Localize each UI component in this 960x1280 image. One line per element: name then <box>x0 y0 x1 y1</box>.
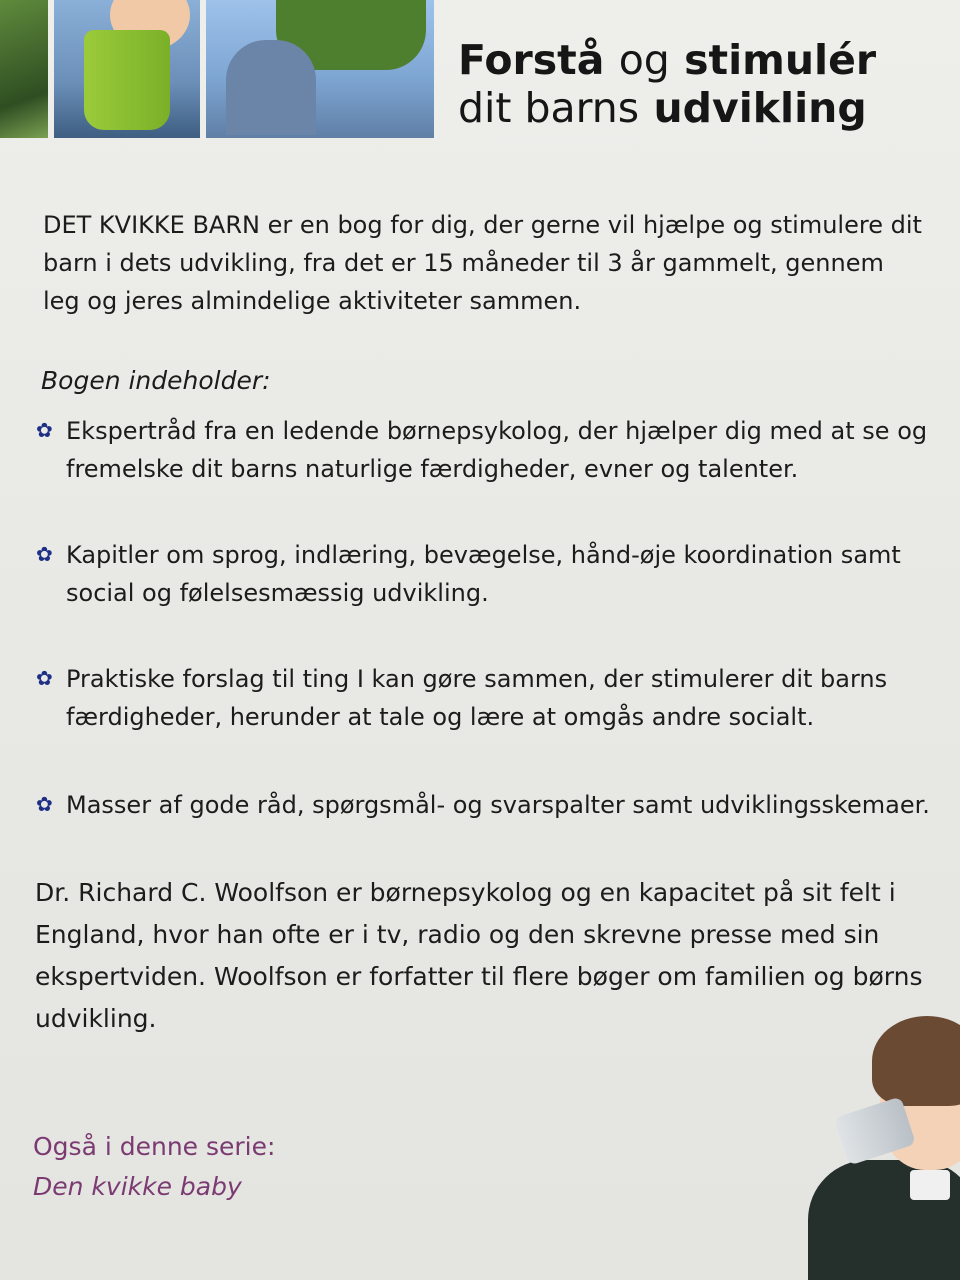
photo-parent-and-child <box>206 0 434 138</box>
photo-strip <box>0 0 434 138</box>
cover-title <box>458 36 938 132</box>
flower-icon: ✿ <box>36 418 53 442</box>
title-word: stimulér <box>684 36 877 84</box>
photo-child-with-bucket <box>54 0 201 138</box>
contents-label: Bogen indeholder: <box>41 366 271 395</box>
title-word: udvikling <box>653 84 867 132</box>
flower-icon: ✿ <box>36 666 53 690</box>
list-item-text: Praktiske forslag til ting I kan gøre sammen, der stimulerer dit barns færdigheder, herunder at tale og lære at omgås andre socialt. <box>66 665 888 731</box>
title-word: Forstå <box>458 36 605 84</box>
title-word: og <box>618 36 670 84</box>
list-item <box>36 536 960 612</box>
child-collar <box>910 1170 950 1200</box>
series-label: Også i denne serie: <box>33 1132 276 1161</box>
child-hair <box>872 1016 960 1106</box>
author-bio: Dr. Richard C. Woolfson er børnepsykolog og en kapacitet på sit felt i England, hvor han ofte er i tv, radio og den skrevne presse med sin ekspertviden. Woolfson er forfatter til flere bøger om familien og børns udvikling. <box>35 878 923 1033</box>
parent-arm <box>226 40 316 135</box>
intro-paragraph: DET KVIKKE BARN er en bog for dig, der gerne vil hjælpe og stimulere dit barn i dets udvikling, fra det er 15 måneder til 3 år gammelt, gennem leg og jeres almindelige aktiviteter sammen. <box>43 211 922 315</box>
photo-grass <box>0 0 48 138</box>
list-item <box>36 412 960 488</box>
list-item-text: Kapitler om sprog, indlæring, bevægelse, hånd-øje koordination samt social og følelsesmæssig udvikling. <box>66 541 901 607</box>
photo-child-with-cup <box>800 1010 960 1280</box>
flower-icon: ✿ <box>36 792 53 816</box>
title-word: dit barns <box>458 84 640 132</box>
list-item <box>36 660 960 736</box>
list-item <box>36 786 960 824</box>
series-title: Den kvikke baby <box>33 1172 242 1201</box>
green-bucket <box>84 30 170 130</box>
list-item-text: Ekspertråd fra en ledende børnepsykolog, der hjælper dig med at se og fremelske dit barns naturlige færdigheder, evner og talenter. <box>66 417 928 483</box>
list-item-text: Masser af gode råd, spørgsmål- og svarspalter samt udviklingsskemaer. <box>66 791 930 819</box>
flower-icon: ✿ <box>36 542 53 566</box>
